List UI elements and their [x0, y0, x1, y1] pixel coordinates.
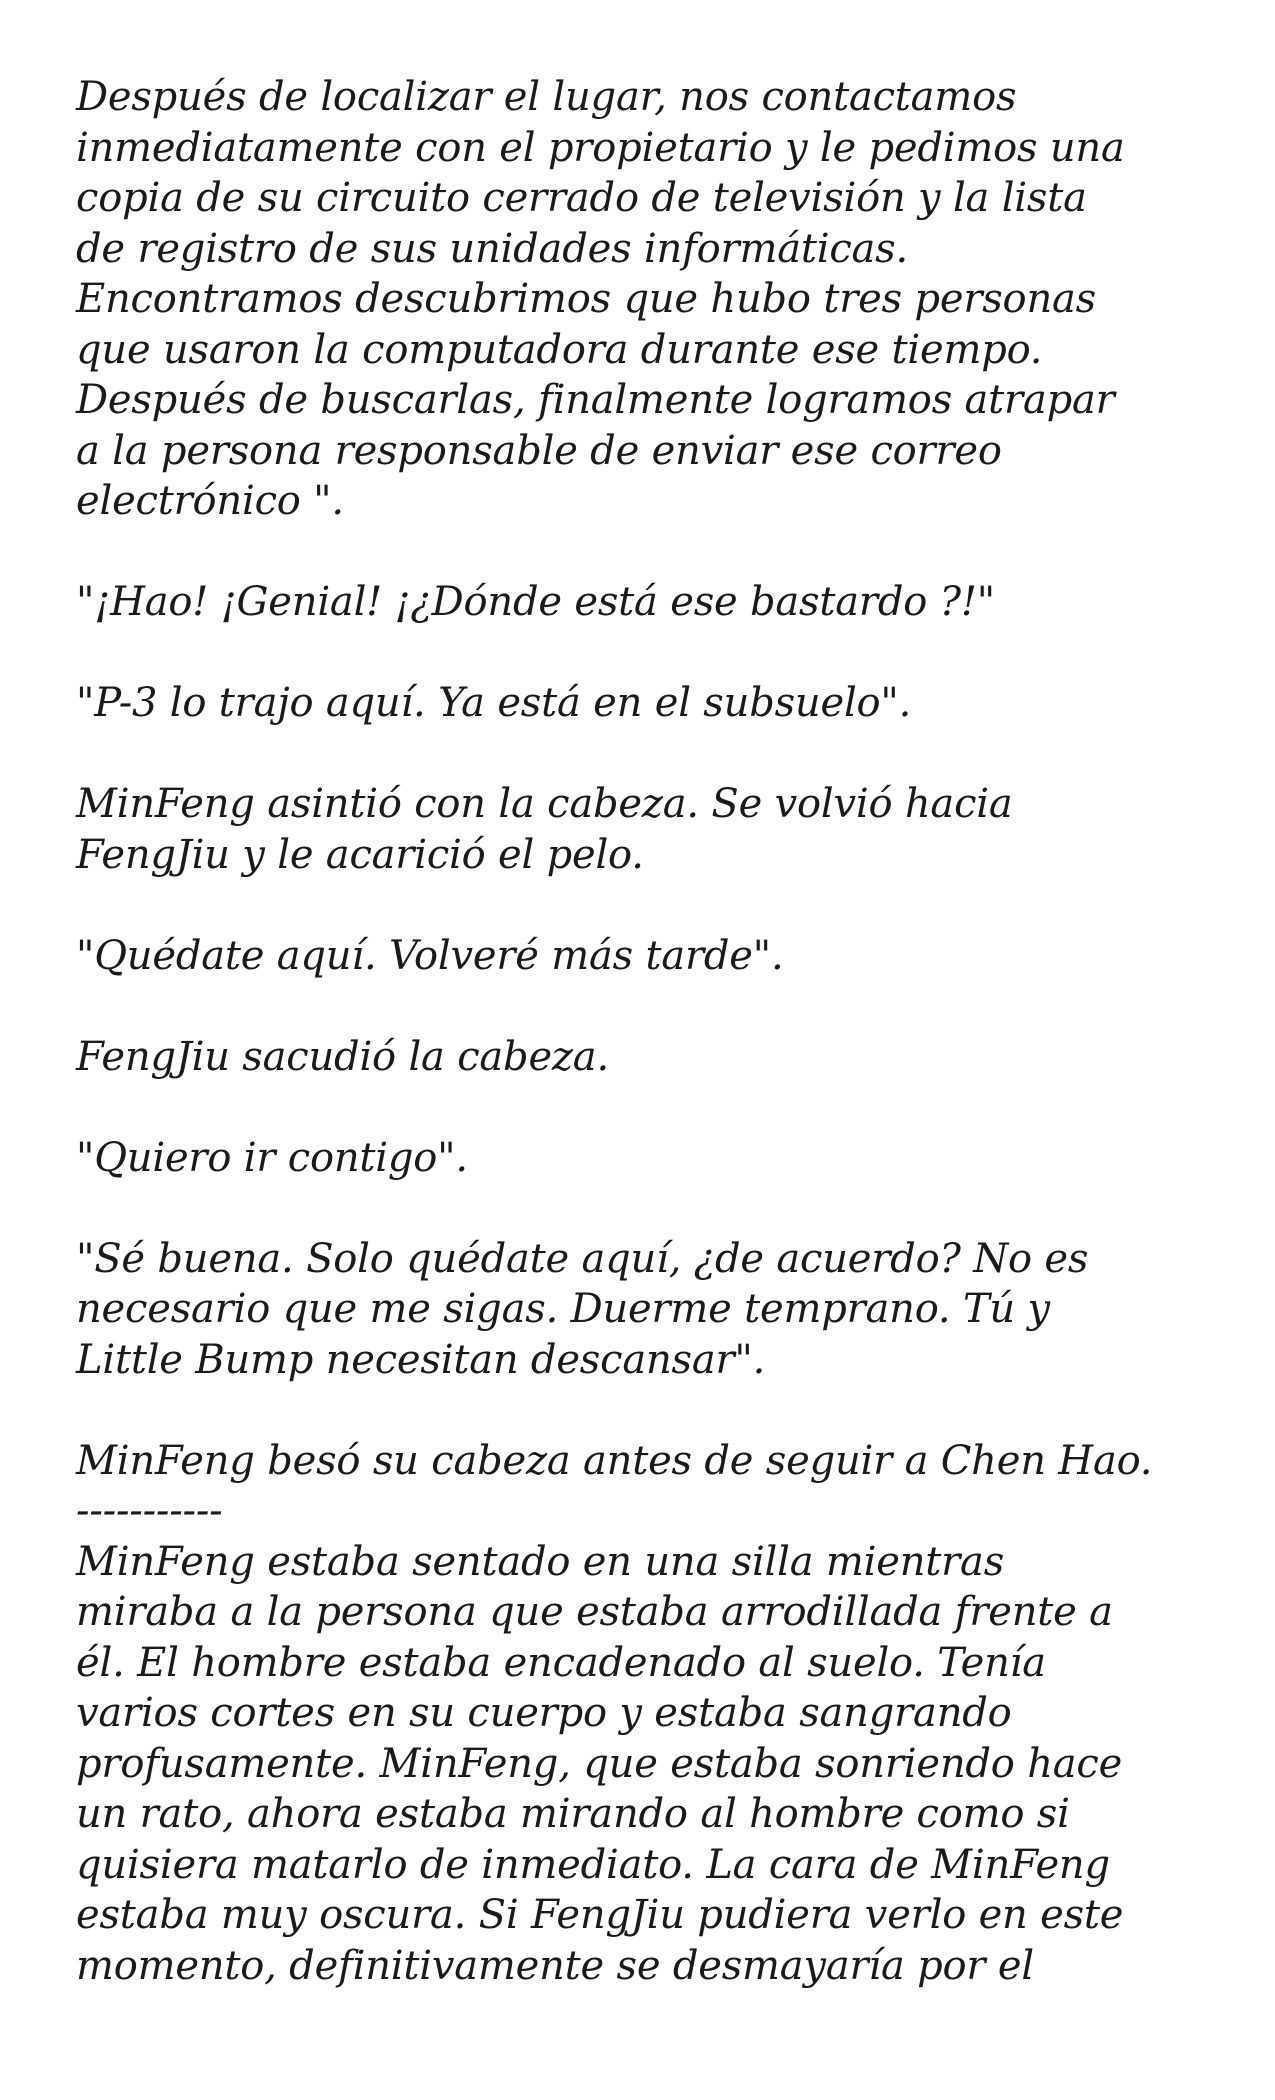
text-line: él. El hombre estaba encadenado al suelo. Tenía	[76, 1639, 1046, 1686]
text-line: un rato, ahora estaba mirando al hombre como si	[76, 1791, 1070, 1837]
text-line: MinFeng asintió con la cabeza. Se volvió hacia	[76, 781, 1013, 827]
text-line: copia de su circuito cerrado de televisión y la lista	[76, 175, 1087, 221]
paragraph-dialogue-go	[76, 1133, 1216, 1184]
text-line: "Quédate aquí. Volveré más tarde".	[76, 932, 784, 979]
text-line: "P-3 lo trajo aquí. Ya está en el subsuelo".	[76, 680, 912, 726]
paragraph-basement-scene	[76, 1436, 1216, 1992]
text-line: a la persona responsable de enviar ese correo	[76, 427, 1002, 474]
scene-divider: -----------	[76, 1488, 223, 1534]
paragraph-gap	[76, 981, 1216, 1032]
paragraph-gap	[76, 1385, 1216, 1436]
document-page	[76, 72, 1216, 1991]
text-line: estaba muy oscura. Si FengJiu pudiera verlo en este	[76, 1892, 1124, 1938]
text-line: Little Bump necesitan descansar".	[76, 1336, 766, 1383]
paragraph-dialogue-hao	[76, 577, 1216, 628]
paragraph-gap	[76, 880, 1216, 931]
text-line: FengJiu sacudió la cabeza.	[76, 1033, 609, 1080]
paragraph-fengjiu-shake	[76, 1032, 1216, 1083]
paragraph-dialogue-behave	[76, 1234, 1216, 1386]
text-line: Encontramos descubrimos que hubo tres personas	[76, 276, 1096, 322]
text-line: miraba a la persona que estaba arrodillada frente a	[76, 1589, 1113, 1635]
text-line: "¡Hao! ¡Genial! ¡¿Dónde está ese bastardo ?!"	[76, 579, 995, 625]
paragraph-gap	[76, 1082, 1216, 1133]
text-line: MinFeng estaba sentado en una silla mientras	[76, 1538, 1005, 1585]
text-line: necesario que me sigas. Duerme temprano. Tú y	[76, 1286, 1050, 1332]
paragraph-gap	[76, 1183, 1216, 1234]
text-line: inmediatamente con el propietario y le pedimos una	[76, 124, 1125, 171]
paragraph-dialogue-p3	[76, 678, 1216, 729]
text-line: electrónico ".	[76, 478, 344, 524]
text-line: MinFeng besó su cabeza antes de seguir a Chen Hao.	[76, 1437, 1153, 1484]
text-line: "Quiero ir contigo".	[76, 1134, 468, 1181]
paragraph-gap	[76, 729, 1216, 780]
text-line: Después de localizar el lugar, nos contactamos	[76, 74, 1017, 120]
text-line: que usaron la computadora durante ese tiempo.	[76, 326, 1043, 373]
paragraph-gap	[76, 628, 1216, 679]
text-line: FengJiu y le acarició el pelo.	[76, 831, 644, 878]
paragraph-minfeng-nod	[76, 779, 1216, 880]
text-line: quisiera matarlo de inmediato. La cara de MinFeng	[76, 1841, 1110, 1888]
text-line: profusamente. MinFeng, que estaba sonriendo hace	[76, 1740, 1123, 1787]
paragraph-investigation	[76, 72, 1216, 527]
text-line: momento, definitivamente se desmayaría por el	[76, 1942, 1034, 1989]
text-line: Después de buscarlas, finalmente logramos atrapar	[76, 377, 1115, 423]
text-line: de registro de sus unidades informáticas.	[76, 225, 909, 272]
text-line: varios cortes en su cuerpo y estaba sangrando	[76, 1690, 1012, 1736]
text-line: "Sé buena. Solo quédate aquí, ¿de acuerdo? No es	[76, 1235, 1089, 1282]
paragraph-dialogue-stay	[76, 931, 1216, 982]
paragraph-gap	[76, 527, 1216, 578]
